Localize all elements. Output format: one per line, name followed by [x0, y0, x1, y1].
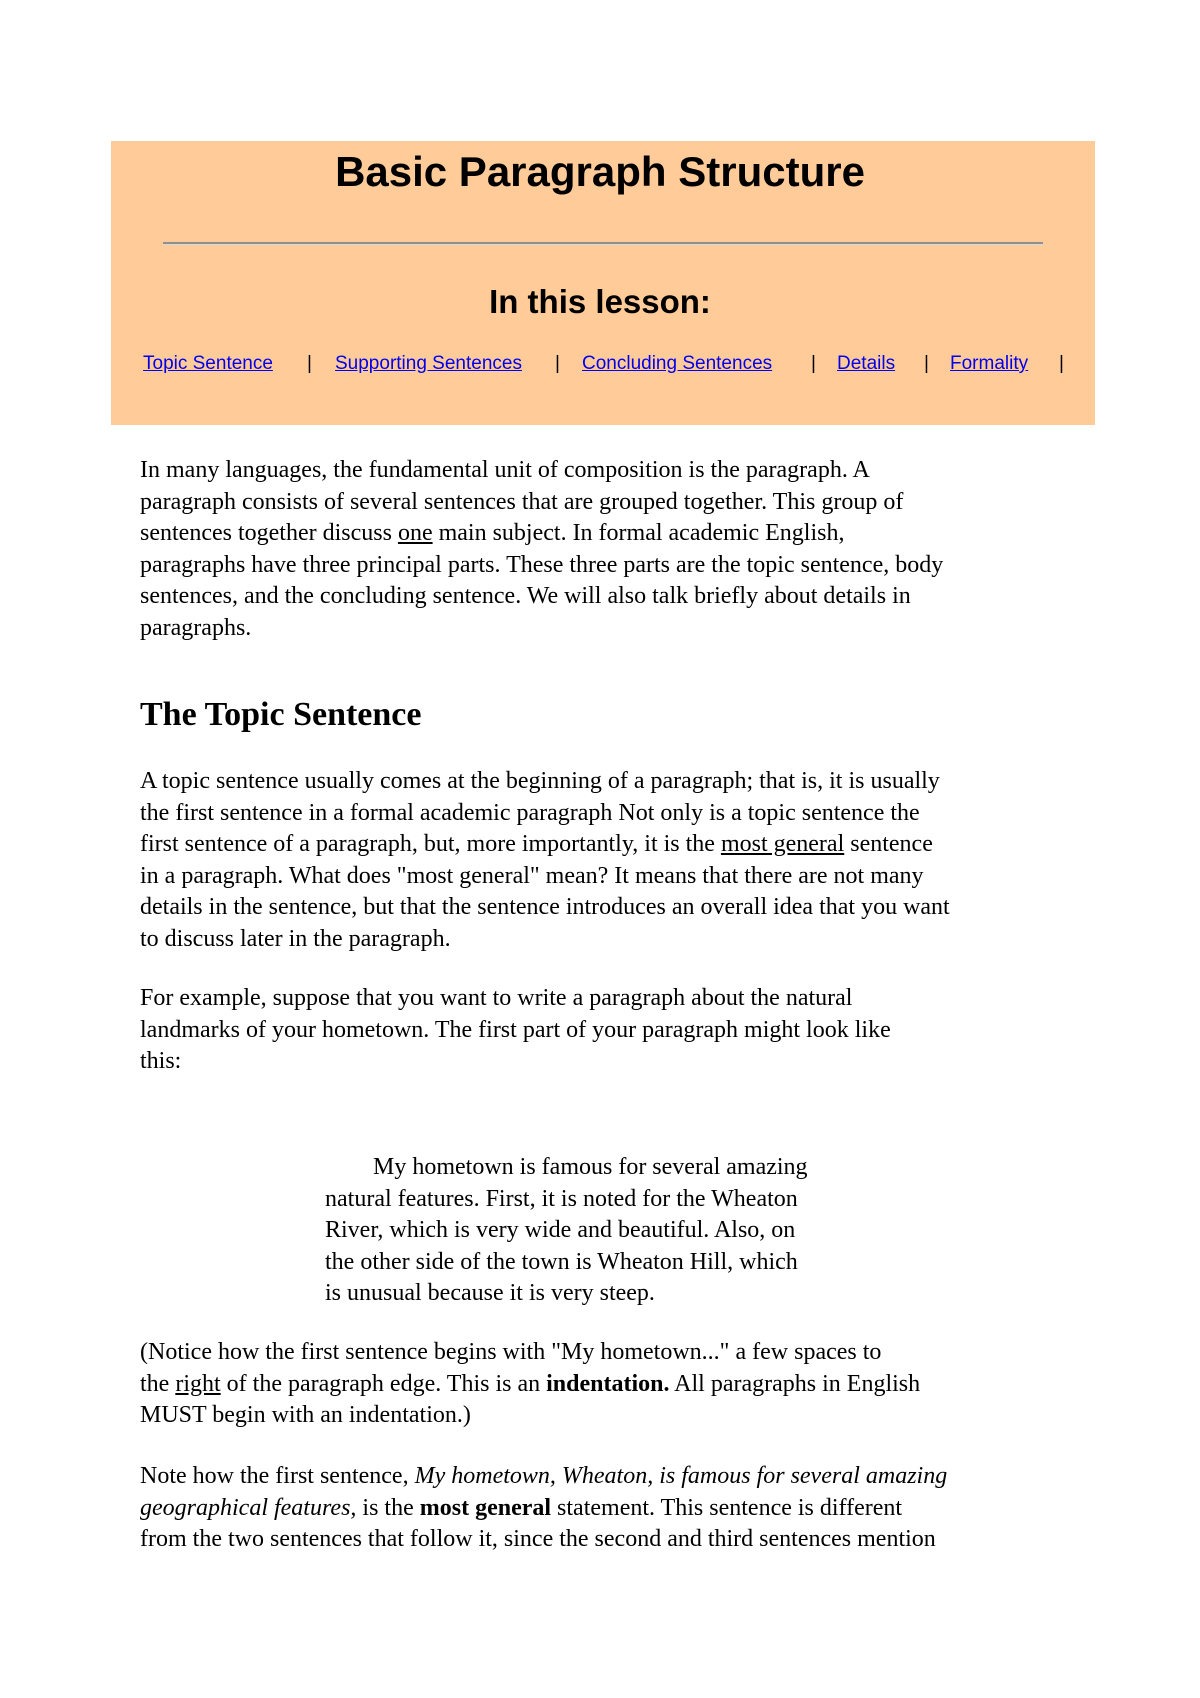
section-heading-topic-sentence: The Topic Sentence — [140, 696, 422, 733]
text-line: to discuss later in the paragraph. — [140, 925, 451, 952]
nav-separator: | — [924, 353, 929, 374]
emphasis-most-general: most general — [720, 831, 845, 857]
text-line: For example, suppose that you want to write a paragraph about the natural — [140, 985, 853, 1011]
nav-separator: | — [1059, 353, 1064, 374]
text-line: details in the sentence, but that the sentence introduces an overall idea that you want — [140, 894, 950, 920]
text-line: (Notice how the first sentence begins with "My hometown..." a few spaces to — [140, 1339, 882, 1365]
text-line: in a paragraph. What does "most general" mean? It means that there are not many — [140, 862, 924, 889]
example-paragraph — [325, 1152, 808, 1310]
text-line: is the — [356, 1494, 420, 1521]
text-line: the other side of the town is Wheaton Hill, which — [325, 1248, 798, 1275]
example-intro-paragraph — [140, 983, 891, 1078]
text-line: this: — [140, 1048, 182, 1074]
text-line: landmarks of your hometown. The first part of your paragraph might look like — [140, 1016, 891, 1043]
page-title: Basic Paragraph Structure — [335, 148, 865, 195]
text-line: MUST begin with an indentation.) — [140, 1402, 471, 1428]
text-line: first sentence of a paragraph, but, more importantly, it is the — [140, 831, 721, 857]
text-line: sentences together discuss — [140, 520, 398, 546]
topic-paragraph — [140, 766, 950, 955]
nav-separator: | — [307, 353, 312, 374]
indentation-note-paragraph — [140, 1337, 920, 1432]
emphasis-most-general-bold: most general — [419, 1494, 552, 1521]
text-line: Note how the first sentence, — [140, 1463, 415, 1489]
emphasis-one: one — [397, 520, 433, 546]
quoted-sentence: My hometown, Wheaton, is famous for several amazing — [414, 1463, 948, 1489]
text-line: paragraphs have three principal parts. These three parts are the topic sentence, body — [140, 551, 944, 578]
text-line: sentences, and the concluding sentence. We will also talk briefly about details in — [140, 583, 911, 609]
text-line: sentence — [844, 831, 933, 857]
nav-separator: | — [555, 353, 560, 374]
nav-link-formality[interactable]: Formality — [950, 353, 1029, 374]
text-line: paragraphs. — [140, 614, 252, 641]
quoted-sentence: geographical features, — [140, 1494, 357, 1521]
nav-link-concluding-sentences[interactable]: Concluding Sentences — [582, 353, 773, 374]
text-line: of the paragraph edge. This is an — [220, 1370, 547, 1397]
text-line: natural features. First, it is noted for the Wheaton — [325, 1185, 798, 1212]
nav-link-details[interactable]: Details — [837, 353, 896, 374]
nav-separator: | — [811, 353, 816, 374]
text-line: My hometown is famous for several amazing — [373, 1154, 808, 1180]
text-line: main subject. In formal academic English, — [432, 520, 845, 546]
text-line: All paragraphs in English — [669, 1370, 921, 1397]
emphasis-indentation: indentation. — [546, 1370, 670, 1397]
text-line: A topic sentence usually comes at the beginning of a paragraph; that is, it is usually — [140, 768, 940, 794]
text-line: River, which is very wide and beautiful. Also, on — [325, 1217, 796, 1243]
text-line: the first sentence in a formal academic paragraph Not only is a topic sentence the — [140, 799, 920, 826]
text-line: statement. This sentence is different — [551, 1494, 903, 1521]
text-line: is unusual because it is very steep. — [325, 1280, 655, 1306]
header-divider — [163, 242, 1043, 245]
text-line: In many languages, the fundamental unit of composition is the paragraph. A — [140, 457, 870, 483]
intro-paragraph — [140, 455, 943, 644]
nav-link-supporting-sentences[interactable]: Supporting Sentences — [335, 353, 522, 374]
lesson-heading: In this lesson: — [489, 283, 711, 320]
text-line: from the two sentences that follow it, since the second and third sentences mention — [140, 1526, 936, 1552]
text-line: the — [140, 1370, 176, 1397]
text-line: paragraph consists of several sentences that are grouped together. This group of — [140, 488, 904, 515]
emphasis-right: right — [175, 1370, 221, 1397]
most-general-paragraph — [140, 1461, 947, 1556]
nav-link-topic-sentence[interactable]: Topic Sentence — [143, 353, 273, 374]
